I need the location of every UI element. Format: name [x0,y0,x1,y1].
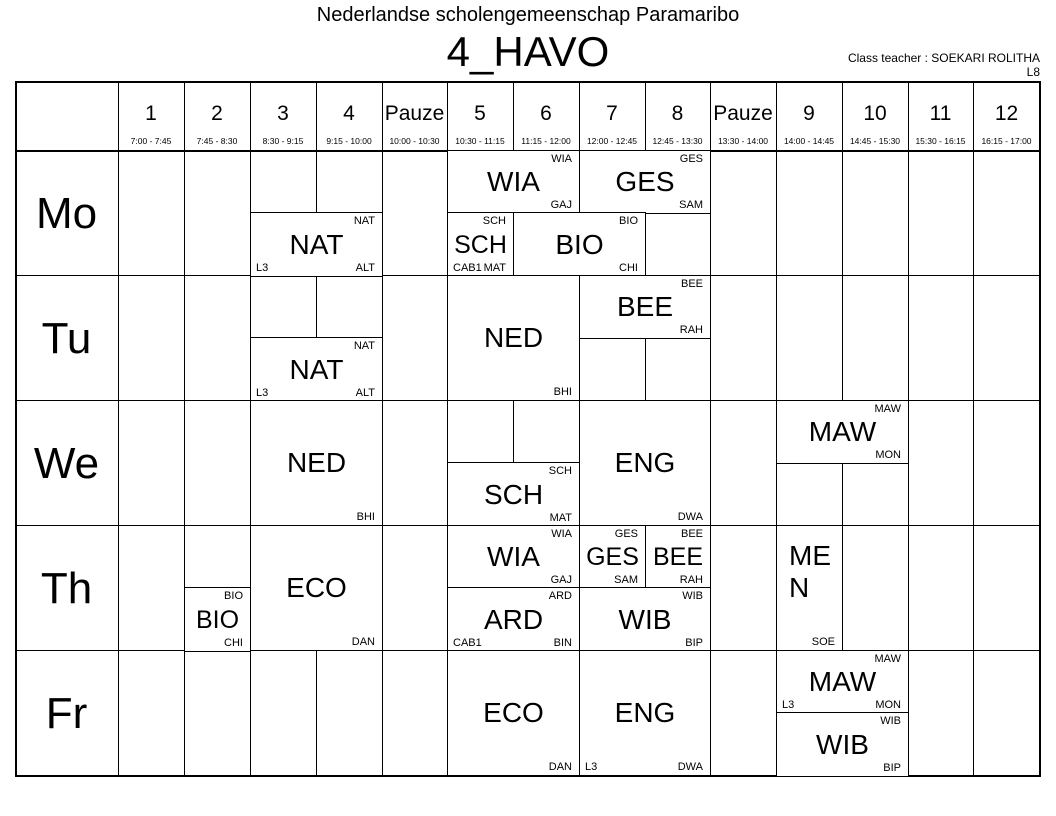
period-label: 5 [474,102,486,125]
lesson-subject: WIB [618,603,672,635]
period-time: 9:15 - 10:00 [326,136,372,146]
class-room: L8 [1026,65,1040,79]
lesson-code: WIB [682,590,703,602]
lesson-subject: BEE [652,543,704,571]
day-label: We [33,439,100,488]
lesson-nat[interactable] [250,337,383,402]
day-label: Fr [45,689,88,738]
lesson-subject: WIA [487,541,540,572]
lesson-room: L3 [585,761,598,773]
column-divider [184,81,185,777]
lesson-subject: NAT [289,228,344,260]
period-time: 7:00 - 7:45 [130,136,172,146]
period-label: 3 [277,102,289,125]
lesson-code: NAT [353,215,375,227]
lesson-teacher: BHI [356,511,375,523]
lesson-men[interactable] [776,525,843,651]
period-time: 10:30 - 11:15 [455,136,505,146]
period-label: 9 [803,102,815,125]
lesson-teacher: BIN [553,637,572,649]
lesson-code: WIA [551,153,572,165]
lesson-teacher: ALT [355,262,375,274]
period-label: Pauze [713,102,773,125]
class-teacher: Class teacher : SOEKARI ROLITHA [847,51,1040,65]
lesson-teacher: MON [875,449,901,461]
lesson-subject: WIA [487,166,540,197]
lesson-subject: NAT [289,353,344,385]
lesson-room: L3 [782,699,795,711]
period-time: 10:00 - 10:30 [389,136,440,146]
lesson-bio[interactable] [513,212,646,277]
lesson-bee[interactable] [645,525,711,589]
lesson-teacher: MON [875,699,901,711]
lesson-subject: MAW [808,416,877,447]
lesson-wib[interactable] [776,712,909,777]
lesson-subject: ARD [483,603,544,635]
lesson-eng[interactable] [579,400,711,526]
lesson-subject: GES [586,543,639,571]
lesson-teacher: DWA [677,761,703,773]
period-time: 12:45 - 13:30 [652,136,703,146]
lesson-ned[interactable] [250,400,383,526]
lesson-subject: ENG [614,697,676,728]
day-label: Th [40,564,93,613]
lesson-subject: ECO [483,697,544,728]
lesson-teacher: DAN [548,761,572,773]
lesson-subject: MAW [808,666,877,697]
lesson-code: GES [679,153,703,165]
lesson-subject: ME N [789,540,831,603]
lesson-code: SCH [548,465,572,477]
lesson-wia[interactable] [447,525,580,589]
lesson-room: L3 [256,387,269,399]
lesson-code: GES [614,528,638,540]
period-time: 16:15 - 17:00 [981,136,1032,146]
lesson-teacher: GAJ [550,199,572,211]
period-time: 14:45 - 15:30 [849,136,901,146]
lesson-ned[interactable] [447,275,580,401]
lesson-wia[interactable] [447,150,580,214]
day-label: Mo [35,189,98,238]
lesson-teacher: CHI [224,637,243,649]
lesson-subject: NED [286,447,347,478]
lesson-subject: SCH [454,230,507,259]
period-label: 11 [929,102,952,125]
lesson-subject: BIO [195,605,240,634]
lesson-teacher: RAH [679,324,703,336]
lesson-code: BEE [680,528,703,540]
lesson-bee[interactable] [579,275,711,339]
period-time: 15:30 - 16:15 [915,136,966,146]
lesson-ges[interactable] [579,150,711,214]
lesson-teacher: BHI [553,386,572,398]
period-label: 4 [343,102,355,125]
lesson-maw[interactable] [776,400,909,464]
lesson-subject: WIB [816,728,869,760]
lesson-eco[interactable] [250,525,383,651]
lesson-code: WIB [880,715,901,727]
lesson-subject: ENG [614,447,676,478]
column-divider [973,81,974,777]
period-time: 14:00 - 14:45 [783,136,835,146]
period-label: Pauze [384,102,445,125]
period-time: 8:30 - 9:15 [262,136,304,146]
lesson-code: NAT [353,340,375,352]
lesson-code: MAW [874,403,901,415]
lesson-teacher: SAM [679,199,703,211]
lesson-code: SCH [482,215,506,227]
lesson-code: WIA [551,528,572,540]
period-label: 1 [145,102,157,125]
lesson-maw[interactable] [776,650,909,714]
grid-border-top [15,81,1041,83]
grid-border-right [1039,81,1041,777]
lesson-code: BEE [680,278,703,290]
lesson-teacher: DWA [677,511,703,523]
lesson-ges[interactable] [579,525,646,589]
lesson-teacher: GAJ [550,574,572,586]
lesson-teacher: ALT [355,387,375,399]
period-label: 7 [606,102,618,125]
day-label: Tu [41,314,92,363]
period-label: 12 [994,102,1019,125]
lesson-code: ARD [548,590,572,602]
period-label: 8 [671,102,684,125]
lesson-teacher: SOE [811,636,835,648]
period-time: 13:30 - 14:00 [717,136,769,146]
lesson-subject: GES [615,166,675,197]
lesson-room: CAB1 [453,262,482,274]
lesson-subject: BEE [616,291,674,322]
period-label: 10 [863,102,887,125]
lesson-code: BIO [619,215,638,227]
lesson-teacher: SAM [614,574,638,586]
lesson-teacher: BIP [883,762,901,774]
class-title: 4_HAVO [446,28,610,75]
lesson-subject: NED [483,322,544,353]
lesson-sch[interactable] [447,212,514,277]
lesson-nat[interactable] [250,212,383,277]
lesson-subject: ECO [286,572,347,603]
lesson-teacher: BIP [685,637,703,649]
period-label: 2 [211,102,223,125]
lesson-code: BIO [224,590,243,602]
lesson-teacher: MAT [483,262,506,274]
lesson-eng[interactable] [579,650,711,776]
lesson-bio[interactable] [184,587,251,652]
lesson-teacher: DAN [351,636,375,648]
lesson-subject: BIO [555,228,604,260]
lesson-ard[interactable] [447,587,580,652]
lesson-eco[interactable] [447,650,580,776]
lesson-code: MAW [874,653,901,665]
timetable-grid [15,81,1042,777]
period-label: 6 [540,102,552,125]
lesson-subject: SCH [483,478,544,510]
lesson-teacher: CHI [619,262,638,274]
lesson-wib[interactable] [579,587,711,652]
period-time: 7:45 - 8:30 [196,136,238,146]
lesson-teacher: RAH [679,574,703,586]
lesson-sch[interactable] [447,462,580,527]
column-divider [118,81,119,777]
lesson-room: CAB1 [453,637,482,649]
period-time: 12:00 - 12:45 [586,136,638,146]
period-time: 11:15 - 12:00 [521,136,571,146]
school-name: Nederlandse scholengemeenschap Paramaribo [316,4,740,26]
lesson-room: L3 [256,262,269,274]
lesson-teacher: MAT [549,512,572,524]
